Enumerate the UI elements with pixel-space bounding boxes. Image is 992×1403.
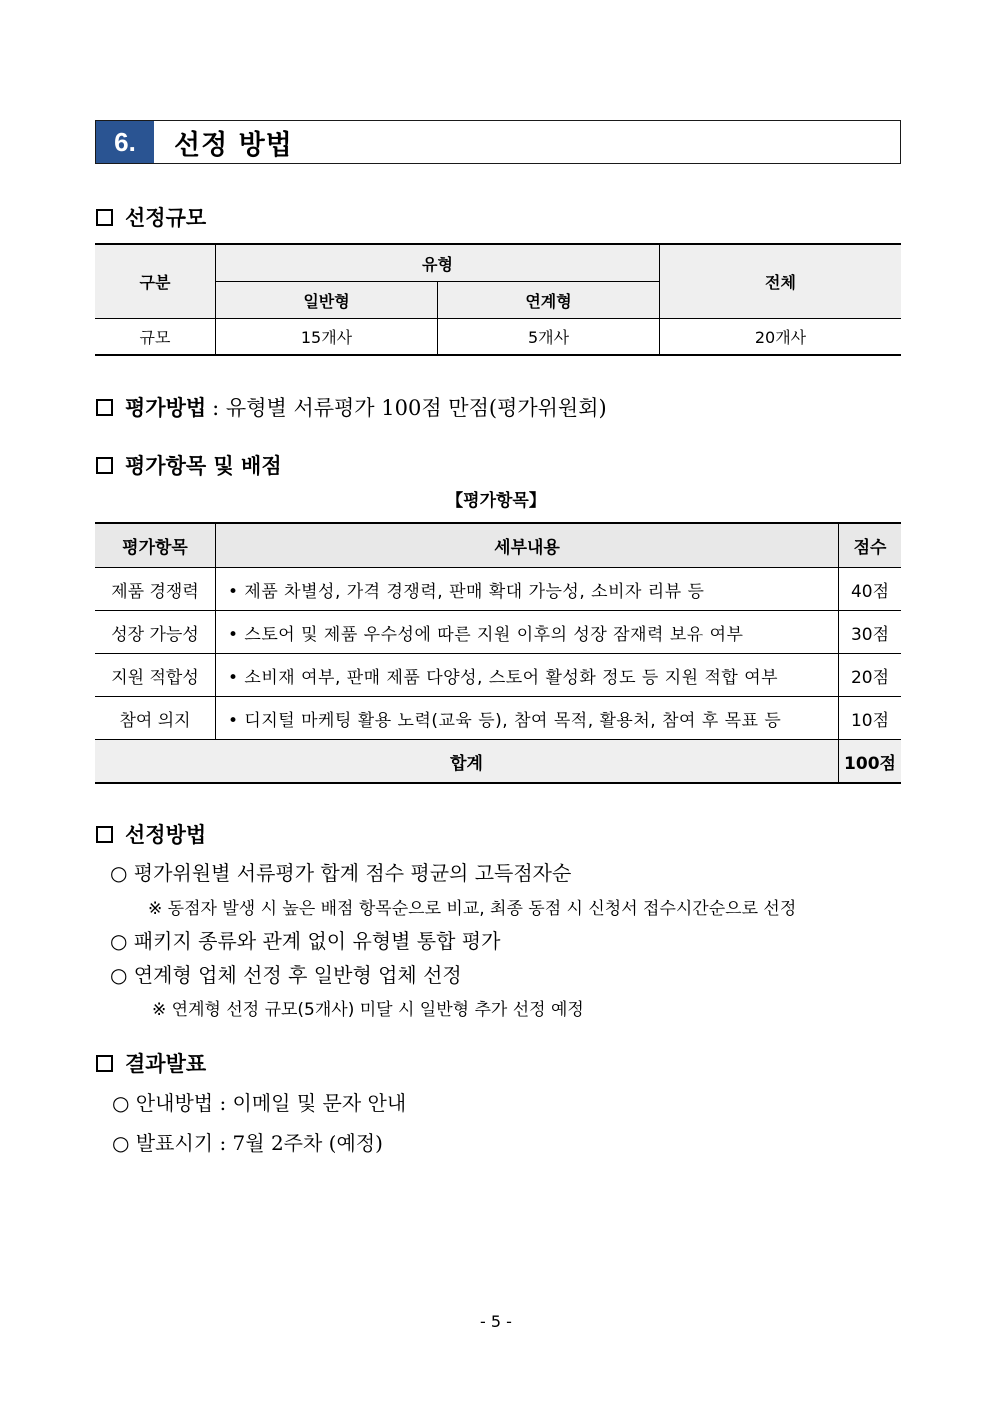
- checkbox-square-icon: [96, 399, 113, 416]
- header-score: 점수: [839, 523, 902, 568]
- table-row: [95, 568, 901, 611]
- selection-bullet-1: ○ 평가위원별 서류평가 합계 점수 평균의 고득점자순: [110, 861, 572, 885]
- page-number: - 5 -: [480, 1312, 512, 1331]
- results-line-2: ○ 발표시기 : 7월 2주차 (예정): [112, 1131, 383, 1155]
- score-cell: 30점: [839, 611, 902, 654]
- evaluation-table-caption: 【평가항목】: [446, 491, 546, 511]
- cell-linked: 5개사: [438, 319, 660, 356]
- cell-total: 20개사: [660, 319, 902, 356]
- evaluation-method-heading: [96, 392, 607, 422]
- header-type: 유형: [216, 244, 660, 282]
- item-cell: 지원 적합성: [95, 654, 216, 697]
- checkbox-square-icon: [96, 1055, 113, 1072]
- selection-method-heading: [96, 819, 206, 849]
- table-row: [95, 611, 901, 654]
- selection-note-1: ※ 동점자 발생 시 높은 배점 항목순으로 비교, 최종 동점 시 신청서 접수시간순으로 선정: [148, 899, 797, 919]
- item-cell: 참여 의지: [95, 697, 216, 740]
- section-number: 6.: [96, 121, 154, 163]
- table-row: [95, 697, 901, 740]
- detail-cell: • 소비재 여부, 판매 제품 다양성, 스토어 활성화 정도 등 지원 적합 여부: [216, 654, 839, 697]
- header-item: 평가항목: [95, 523, 216, 568]
- table-row: [95, 654, 901, 697]
- header-linked: 연계형: [438, 282, 660, 319]
- total-label: 합계: [95, 740, 839, 784]
- checkbox-square-icon: [96, 826, 113, 843]
- score-cell: 40점: [839, 568, 902, 611]
- evaluation-method-heading-text: 평가방법: [125, 395, 207, 420]
- total-score: 100점: [839, 740, 902, 784]
- detail-cell: • 스토어 및 제품 우수성에 따른 지원 이후의 성장 잠재력 보유 여부: [216, 611, 839, 654]
- selection-method-heading-text: 선정방법: [125, 822, 207, 847]
- row-label-scale: 규모: [95, 319, 216, 356]
- evaluation-items-heading-text: 평가항목 및 배점: [125, 453, 282, 478]
- checkbox-square-icon: [96, 209, 113, 226]
- results-heading-text: 결과발표: [125, 1051, 207, 1076]
- cell-general: 15개사: [216, 319, 438, 356]
- header-general: 일반형: [216, 282, 438, 319]
- checkbox-square-icon: [96, 457, 113, 474]
- detail-cell: • 디지털 마케팅 활용 노력(교육 등), 참여 목적, 활용처, 참여 후 목표 등: [216, 697, 839, 740]
- results-line-1: ○ 안내방법 : 이메일 및 문자 안내: [112, 1091, 407, 1115]
- results-heading: [96, 1048, 206, 1078]
- selection-note-2: ※ 연계형 선정 규모(5개사) 미달 시 일반형 추가 선정 예정: [152, 1000, 584, 1020]
- score-cell: 10점: [839, 697, 902, 740]
- header-gubun: 구분: [95, 244, 216, 319]
- selection-bullet-3: ○ 연계형 업체 선정 후 일반형 업체 선정: [110, 963, 462, 987]
- section-header: [95, 120, 901, 164]
- item-cell: 성장 가능성: [95, 611, 216, 654]
- header-total: 전체: [660, 244, 902, 319]
- section-title: 선정 방법: [174, 129, 293, 161]
- score-cell: 20점: [839, 654, 902, 697]
- scale-table: [95, 243, 901, 356]
- detail-cell: • 제품 차별성, 가격 경쟁력, 판매 확대 가능성, 소비자 리뷰 등: [216, 568, 839, 611]
- evaluation-items-heading: [96, 450, 282, 480]
- selection-bullet-2: ○ 패키지 종류와 관계 없이 유형별 통합 평가: [110, 929, 501, 953]
- evaluation-table: [95, 522, 901, 784]
- scale-heading: [96, 202, 206, 232]
- scale-heading-text: 선정규모: [125, 205, 207, 230]
- item-cell: 제품 경쟁력: [95, 568, 216, 611]
- header-detail: 세부내용: [216, 523, 839, 568]
- evaluation-method-text: : 유형별 서류평가 100점 만점(평가위원회): [212, 396, 607, 420]
